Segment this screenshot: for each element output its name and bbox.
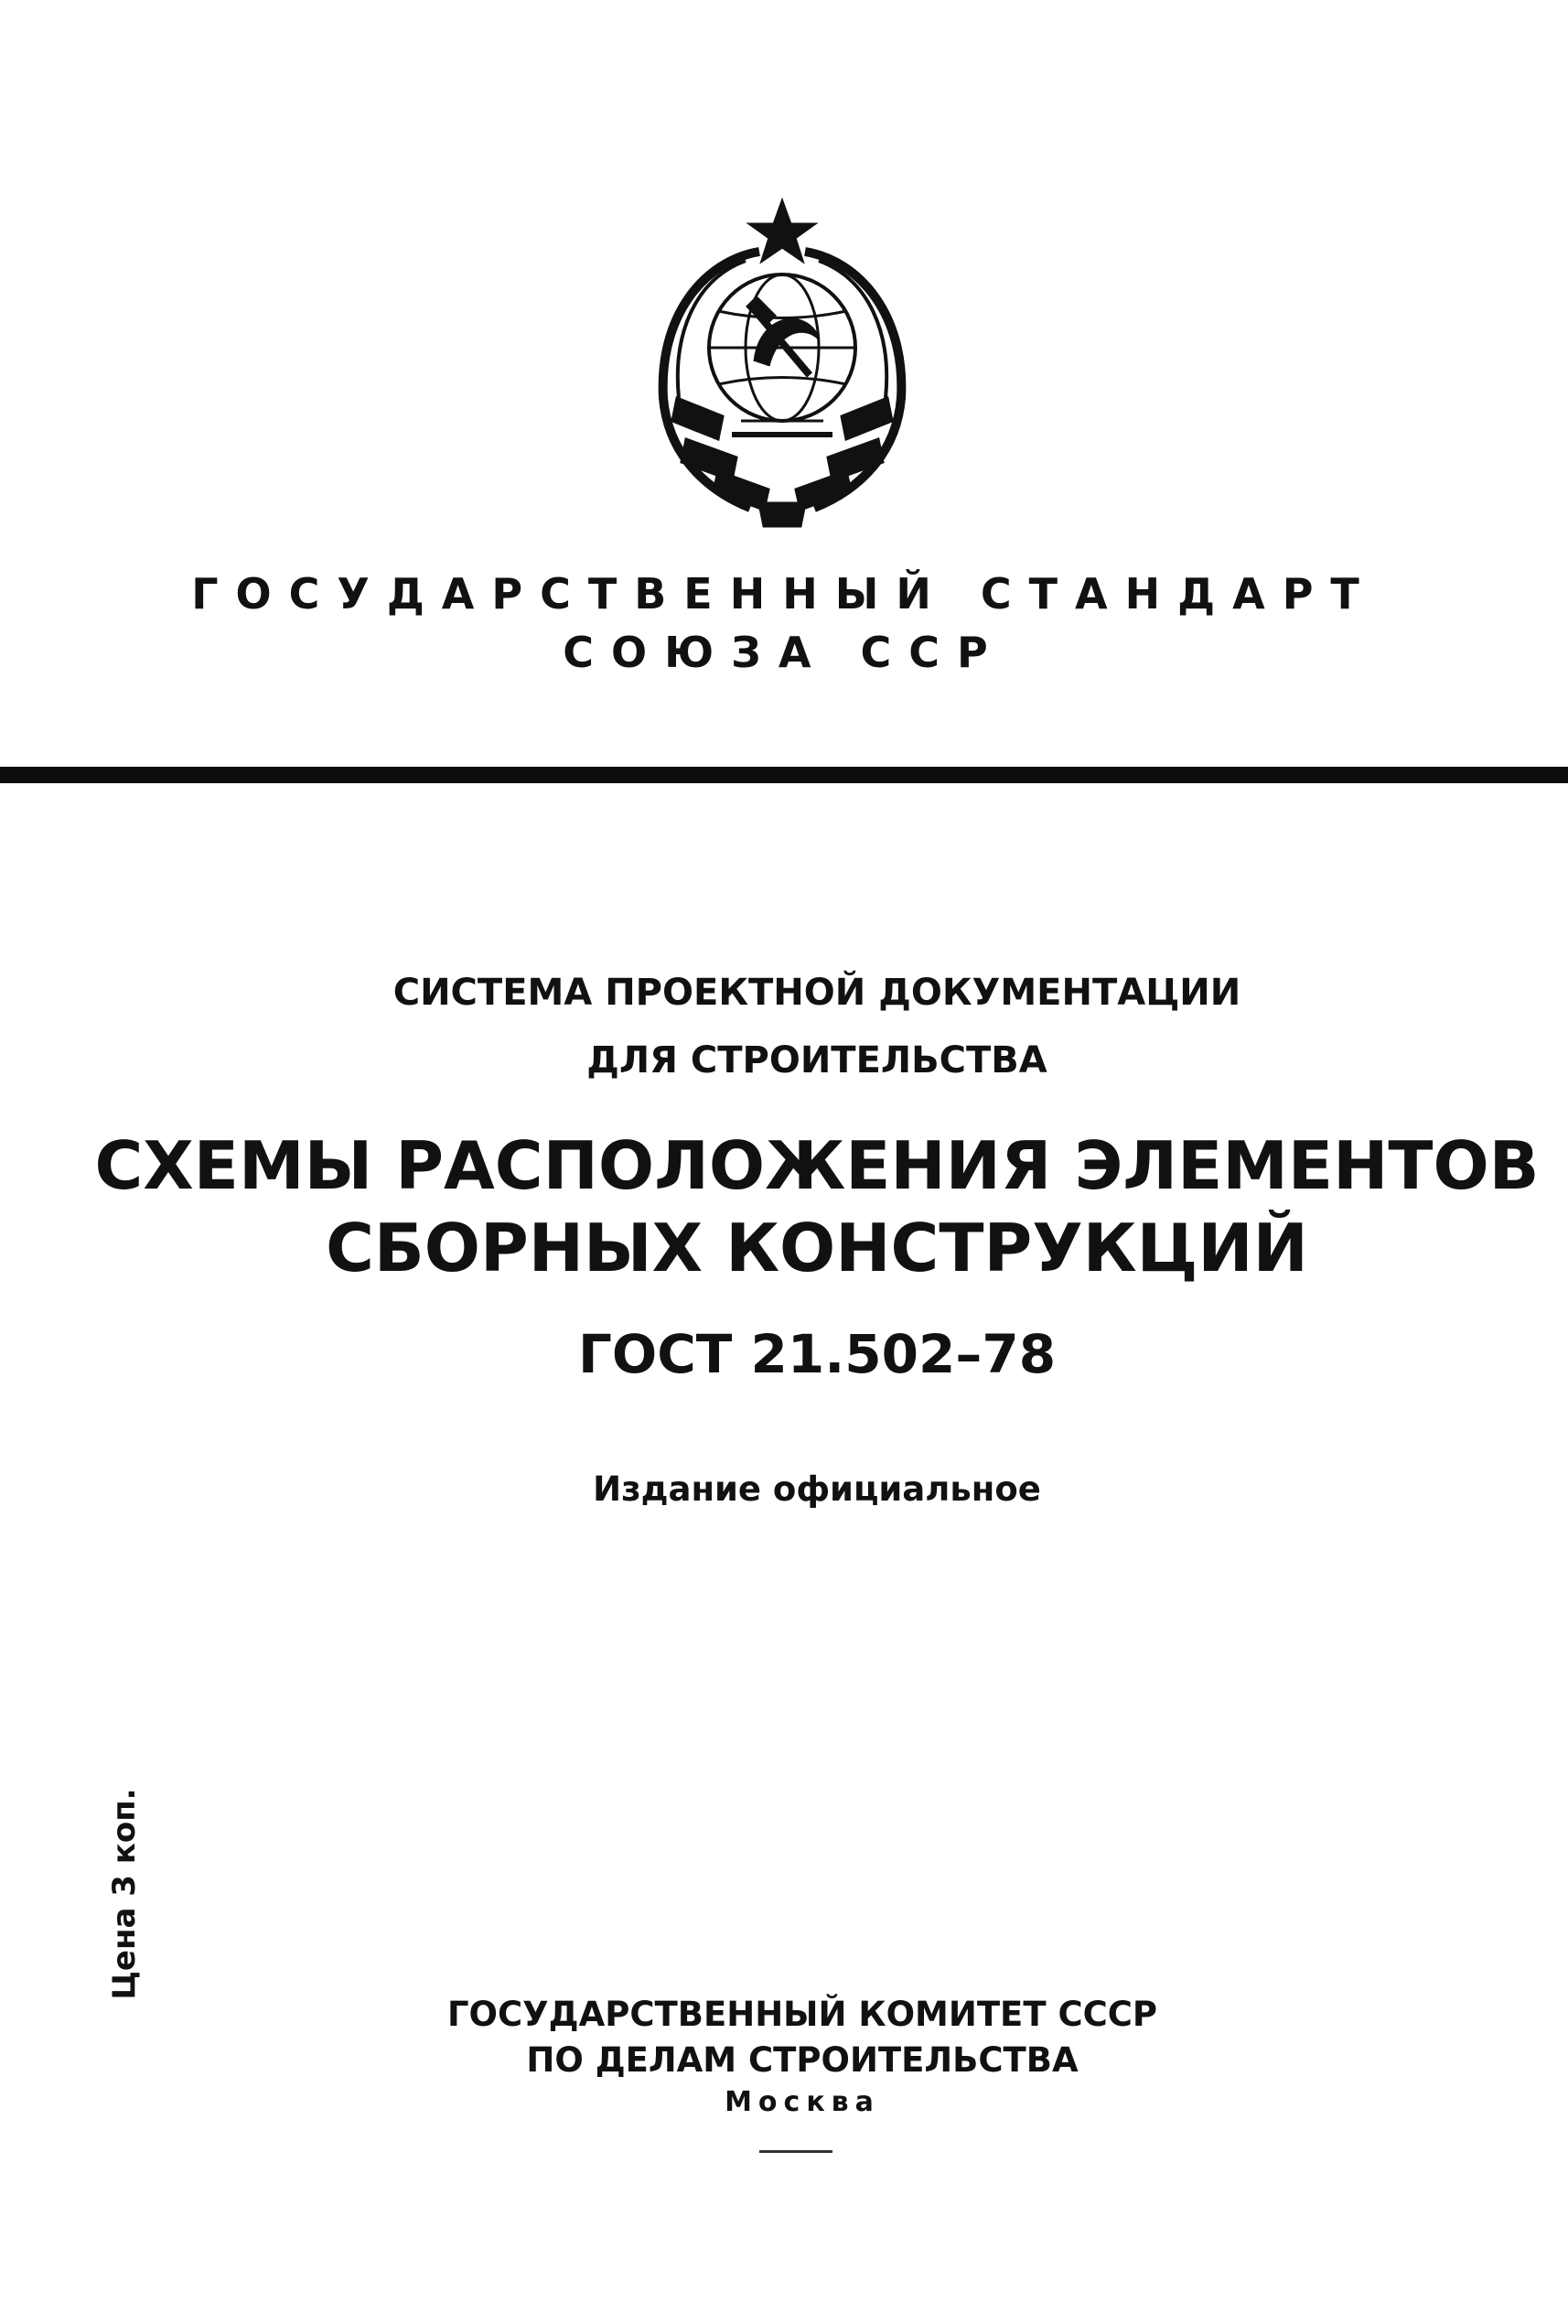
standard-header-line1: ГОСУДАРСТВЕННЫЙ СТАНДАРТ <box>191 569 1377 619</box>
ussr-state-emblem-icon <box>622 188 942 535</box>
divider-rule <box>0 767 1568 783</box>
publisher-line1: ГОСУДАРСТВЕННЫЙ КОМИТЕТ СССР <box>446 1995 1158 2034</box>
gost-number: ГОСТ 21.502–78 <box>577 1323 1057 1385</box>
document-title-line1: СХЕМЫ РАСПОЛОЖЕНИЯ ЭЛЕМЕНТОВ <box>94 1127 1540 1204</box>
publisher-line2: ПО ДЕЛАМ СТРОИТЕЛЬСТВА <box>526 2040 1079 2080</box>
edition-label: Издание официальное <box>593 1469 1041 1509</box>
price-label: Цена 3 коп. <box>106 1788 143 2000</box>
publisher-city: Москва <box>725 2086 880 2118</box>
standard-header-line2: СОЮЗА ССР <box>563 628 1005 677</box>
system-title-line2: ДЛЯ СТРОИТЕЛЬСТВА <box>586 1039 1047 1081</box>
system-title-line1: СИСТЕМА ПРОЕКТНОЙ ДОКУМЕНТАЦИИ <box>392 972 1241 1014</box>
decorative-dash <box>759 2150 832 2153</box>
document-title-line2: СБОРНЫХ КОНСТРУКЦИЙ <box>326 1210 1308 1286</box>
